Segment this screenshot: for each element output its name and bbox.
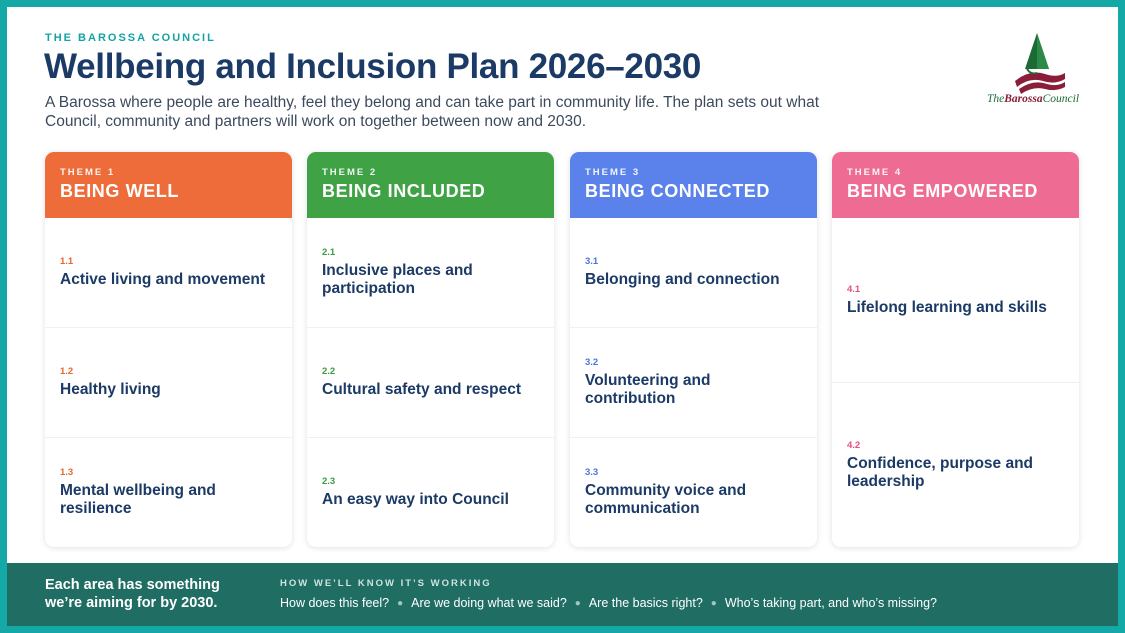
- wordmark-the: The: [987, 93, 1005, 105]
- theme-item: [45, 218, 292, 327]
- theme-name: BEING INCLUDED: [322, 181, 486, 201]
- item-label: Volunteering and contribution: [585, 372, 711, 407]
- org-name: THE BAROSSA COUNCIL: [45, 32, 216, 44]
- item-number: 2.2: [322, 366, 336, 377]
- item-label: Cultural safety and respect: [322, 381, 521, 398]
- item-number: 3.3: [585, 467, 599, 478]
- item-number: 1.3: [60, 467, 74, 478]
- footer-kicker: HOW WE’LL KNOW IT’S WORKING: [280, 578, 492, 589]
- theme-card-being-well: [45, 152, 292, 547]
- theme-card-being-connected: [570, 152, 817, 547]
- item-number: 4.2: [847, 439, 861, 451]
- theme-item: [307, 327, 554, 437]
- item-label: Confidence, purpose and leadership: [847, 454, 1034, 490]
- theme-item: [307, 218, 554, 327]
- item-number: 2.1: [322, 247, 336, 258]
- theme-name: BEING WELL: [60, 181, 179, 201]
- theme-item: [45, 437, 292, 547]
- item-label: Inclusive places and participation: [322, 262, 473, 297]
- item-number: 3.2: [585, 357, 599, 368]
- item-label: Community voice and communication: [585, 482, 747, 517]
- council-wordmark: [987, 93, 1087, 105]
- theme-header: [307, 152, 554, 218]
- bullet-dot-icon: ●: [574, 598, 581, 609]
- theme-item: [307, 437, 554, 547]
- page-frame: [7, 7, 1118, 626]
- theme-header: [45, 152, 292, 218]
- item-number: 3.1: [585, 256, 599, 267]
- wordmark-council: Council: [1042, 93, 1080, 105]
- bullet-dot-icon: ●: [710, 598, 717, 609]
- page-title: Wellbeing and Inclusion Plan 2026–2030: [44, 47, 702, 86]
- theme-header: [832, 152, 1079, 218]
- theme-number: THEME 4: [847, 167, 903, 178]
- theme-item: [570, 437, 817, 547]
- theme-item: [45, 327, 292, 437]
- footer-questions: [280, 596, 937, 610]
- item-number: 1.2: [60, 366, 74, 377]
- footer-question: Are the basics right?: [588, 596, 703, 610]
- bullet-dot-icon: ●: [397, 598, 404, 609]
- theme-number: THEME 3: [585, 167, 641, 178]
- item-label: An easy way into Council: [322, 491, 509, 508]
- footer-question: Are we doing what we said?: [411, 596, 567, 610]
- theme-name: BEING CONNECTED: [585, 181, 771, 201]
- item-label: Healthy living: [60, 381, 161, 398]
- theme-number: THEME 1: [60, 167, 116, 178]
- wordmark-barossa: Barossa: [1004, 93, 1043, 105]
- theme-number: THEME 2: [322, 167, 378, 178]
- item-number: 1.1: [60, 256, 74, 267]
- theme-name: BEING EMPOWERED: [847, 181, 1039, 201]
- footer-lead: Each area has something we’re aiming for by 2030.: [45, 577, 220, 611]
- theme-item: [832, 218, 1079, 382]
- footer-banner: [7, 563, 1118, 626]
- item-number: 2.3: [322, 476, 336, 487]
- footer-question: Who’s taking part, and who’s missing?: [724, 596, 937, 610]
- item-label: Mental wellbeing and resilience: [60, 482, 216, 517]
- theme-item: [570, 327, 817, 437]
- item-label: Belonging and connection: [585, 271, 780, 288]
- theme-card-being-included: [307, 152, 554, 547]
- item-number: 4.1: [847, 283, 861, 295]
- item-label: Lifelong learning and skills: [847, 298, 1047, 316]
- item-label: Active living and movement: [60, 271, 265, 288]
- theme-item: [832, 382, 1079, 547]
- theme-header: [570, 152, 817, 218]
- footer-question: How does this feel?: [280, 596, 390, 610]
- theme-card-being-empowered: [832, 152, 1079, 547]
- theme-item: [570, 218, 817, 327]
- page-intro: A Barossa where people are healthy, feel they belong and can take part in community life. The plan sets out what Council, community and partners will work on together between now and 2030.: [45, 94, 820, 130]
